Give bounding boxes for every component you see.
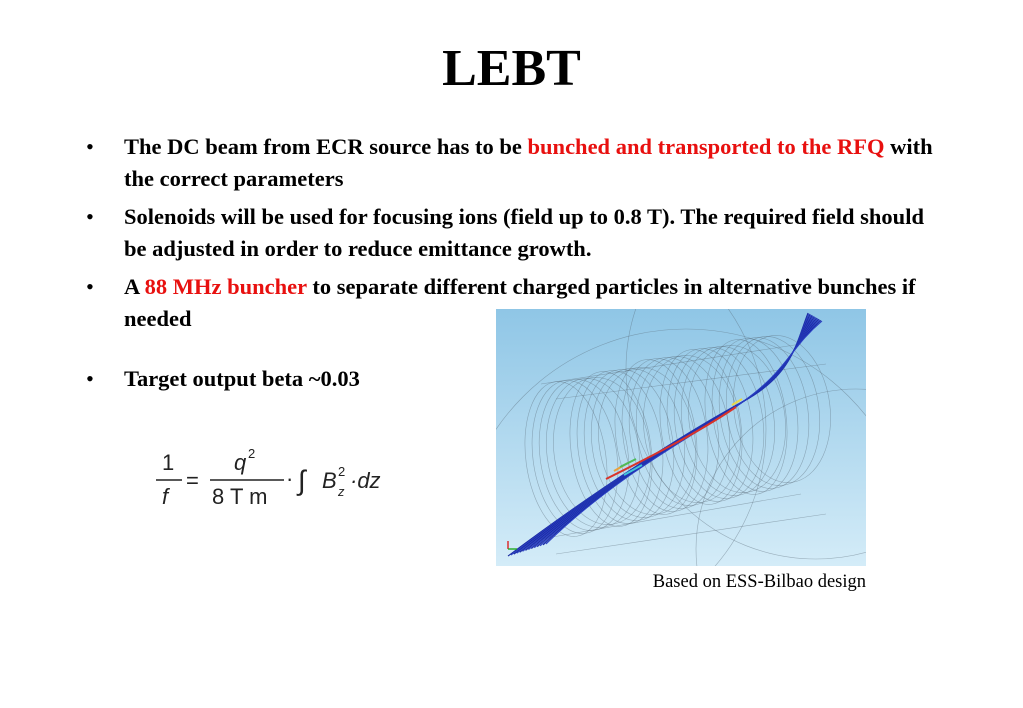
formula-lhs-denominator: f xyxy=(162,484,169,509)
formula-field-symbol: B xyxy=(322,468,337,493)
highlight-text: 88 MHz buncher xyxy=(144,274,307,299)
bullet-text: Solenoids will be used for focusing ions (field up to 0.8 T). The required field should be adjusted in order to reduce emittance growth. xyxy=(124,204,924,261)
formula-field-exponent: 2 xyxy=(338,464,346,479)
bullet-item xyxy=(84,201,944,265)
bullet-item xyxy=(84,131,944,195)
formula-tail: ·dz xyxy=(350,468,381,493)
bullet-text: The DC beam from ECR source has to be xyxy=(124,134,528,159)
formula-rhs-numerator: q xyxy=(234,450,247,475)
highlight-text: bunched and transported to the RFQ xyxy=(527,134,885,159)
figure-caption: Based on ESS-Bilbao design xyxy=(652,572,866,592)
formula-dot: · xyxy=(286,466,294,491)
formula-equals: = xyxy=(186,468,199,493)
bullet-dot: • xyxy=(86,204,94,229)
bullet-text: to separate different charged particles in alternative bunches if needed xyxy=(124,274,916,331)
formula-field-subscript: z xyxy=(338,484,345,499)
focal-length-formula xyxy=(150,440,410,520)
bullet-dot: • xyxy=(86,366,94,391)
formula-rhs-numerator-exponent: 2 xyxy=(248,446,256,461)
bullet-text: with the correct parameters xyxy=(124,134,933,191)
bullet-text: Target output beta ~0.03 xyxy=(124,366,360,391)
formula-lhs-numerator: 1 xyxy=(162,450,175,475)
integral-sign: ∫ xyxy=(298,465,306,496)
formula-rhs-denominator: 8 T m xyxy=(212,484,268,509)
bullet-dot: • xyxy=(86,134,94,159)
bullet-dot: • xyxy=(86,274,94,299)
slide-title: LEBT xyxy=(442,40,581,97)
solenoid-beam-simulation-image xyxy=(496,309,866,566)
bullet-text: A xyxy=(124,274,145,299)
